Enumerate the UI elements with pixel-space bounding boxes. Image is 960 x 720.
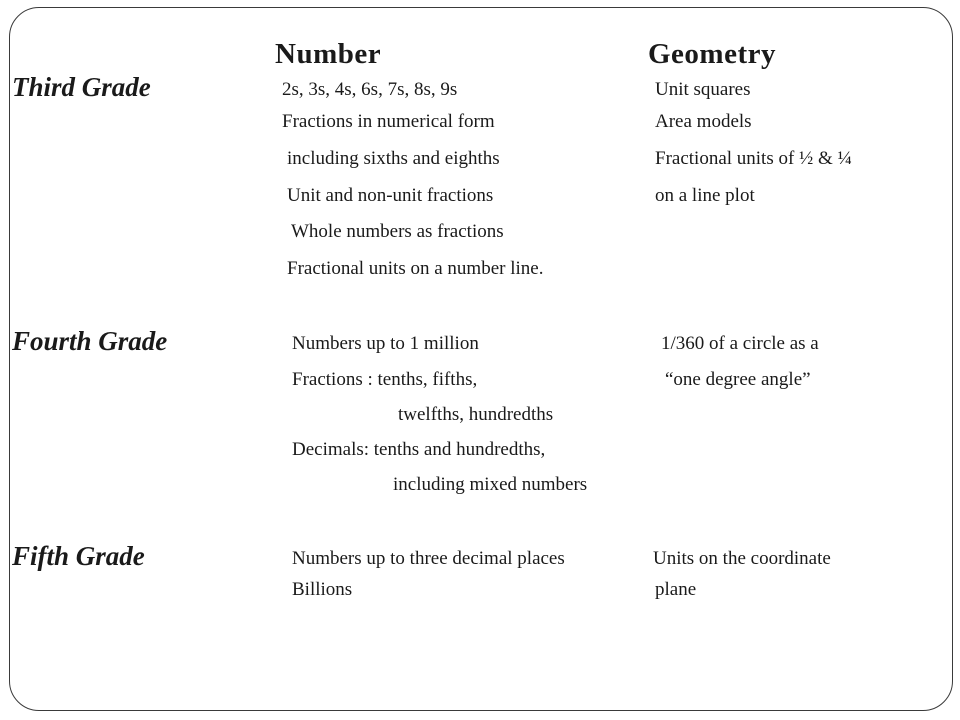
fourth-number-item: including mixed numbers [393,474,588,495]
fourth-number-item: Fractions : tenths, fifths, [292,369,478,390]
third-number-item: Unit and non-unit fractions [287,185,494,206]
fourth-number-item: Numbers up to 1 million [292,333,479,354]
fifth-geometry-item: Units on the coordinate [653,548,831,569]
fourth-number-item: twelfths, hundredths [398,404,554,425]
third-geometry-item: Area models [655,111,752,132]
fourth-geometry-item: 1/360 of a circle as a [661,333,819,354]
grade-label-fourth: Fourth Grade [12,326,168,356]
third-number-item: including sixths and eighths [287,148,500,169]
fifth-geometry-item: plane [655,579,697,600]
number-column-header: Number [275,38,382,70]
fifth-number-item: Billions [292,579,353,600]
third-number-item: Fractional units on a number line. [287,258,544,279]
fifth-number-item: Numbers up to three decimal places [292,548,565,569]
third-geometry-item: Unit squares [655,79,751,100]
grade-label-fifth: Fifth Grade [12,541,145,571]
grade-label-third: Third Grade [12,72,151,102]
fourth-geometry-item: “one degree angle” [665,369,811,390]
third-geometry-item: on a line plot [655,185,755,206]
third-number-item: 2s, 3s, 4s, 6s, 7s, 8s, 9s [282,79,458,100]
fourth-number-item: Decimals: tenths and hundredths, [292,439,546,460]
geometry-column-header: Geometry [648,38,776,70]
third-number-item: Fractions in numerical form [282,111,495,132]
third-geometry-item: Fractional units of ½ & ¼ [655,148,852,169]
third-number-item: Whole numbers as fractions [291,221,504,242]
